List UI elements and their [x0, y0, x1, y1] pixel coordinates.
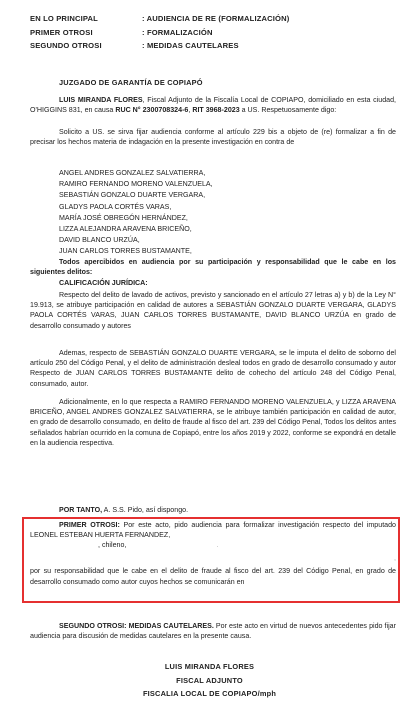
qualification-title: CALIFICACIÓN JURÍDICA:	[59, 279, 148, 287]
signature-office: FISCALIA LOCAL DE COPIAPO/mph	[142, 689, 277, 698]
primer-otrosi-label: PRIMER OTROSI:	[59, 521, 120, 529]
header-value: : MEDIDAS CAUTELARES	[142, 41, 239, 50]
defendant-item: JUAN CARLOS TORRES BUSTAMANTE,	[59, 247, 192, 256]
primer-otrosi-text: Por este acto, pido audiencia para formalizar investigación respecto del imputado LEONEL ESTEBAN HUERTA FERNANDEZ,	[30, 521, 396, 540]
request-paragraph	[30, 127, 396, 147]
defendant-item: SEBASTIÁN GONZALO DUARTE VERGARA,	[59, 191, 206, 200]
paragraph-soborno	[30, 348, 396, 389]
header-value: : AUDIENCIA DE RE (FORMALIZACIÓN)	[142, 14, 290, 23]
paragraph-fraude-text: Adicionalmente, en lo que respecta a RAMIRO FERNANDO MORENO VALENZUELA, y LIZZA ARAVENA BRICEÑO, ANGEL ANDRES GONZALEZ SALVATIERRA, se le atribuye también participación en calidad de autor, en grado de desarrollo consumado, en delito de fraude al fisco del art. 239 del Código Penal, Todos los delitos antes señalados habrían ocurrido en la comuna de Copiapó, entre los años 2019 y 2022, conforme se expondrá en detalle en la audiencia respectiva.	[30, 398, 396, 447]
por-tanto-label: POR TANTO,	[59, 506, 103, 514]
header-key: PRIMER OTROSI	[30, 28, 93, 37]
paragraph-soborno-text: Ademas, respecto de SEBASTIÁN GONZALO DUARTE VERGARA, se le imputa el delito de soborno del artículo 250 del Código Penal, y el delito de administración desleal todos en grado de desarrollo consumado y autor Respecto de JUAN CARLOS TORRES BUSTAMANTE delito de cohecho del artículo 248 del Código Penal, consumado, autor.	[30, 349, 396, 388]
header-key: SEGUNDO OTROSI	[30, 41, 102, 50]
defendant-item: RAMIRO FERNANDO MORENO VALENZUELA,	[59, 180, 213, 189]
segundo-otrosi-label: SEGUNDO OTROSI: MEDIDAS CAUTELARES.	[59, 622, 214, 630]
court-title: JUZGADO DE GARANTÍA DE COPIAPÓ	[59, 78, 203, 87]
redacted-line: , chileno, .	[98, 541, 219, 550]
segundo-otrosi-text: Por este acto en virtud de nuevos antecedentes pido fijar audiencia para discusión de medidas cautelares en la presente causa.	[30, 622, 396, 641]
intro-separator: ,	[188, 106, 193, 115]
redacted-line-blank: ,	[394, 554, 396, 563]
paragraph-lavado	[30, 290, 396, 331]
por-tanto-text: A. S.S. Pido, así dispongo.	[102, 506, 189, 514]
request-text: Solicito a US. se sirva fijar audiencia conforme al artículo 229 bis a objeto de (re) formalizar a fin de precisar los hechos materia de indagación en la presente investigación en contra de	[30, 128, 396, 147]
defendant-item: DAVID BLANCO URZÚA,	[59, 236, 140, 245]
primer-otrosi-nationality: , chileno,	[98, 541, 127, 550]
defendant-item: GLADYS PAOLA CORTÉS VARAS,	[59, 202, 172, 211]
intro-paragraph	[30, 95, 396, 115]
highlight-box	[22, 517, 400, 603]
signature-name: LUIS MIRANDA FLORES	[164, 662, 255, 671]
header-row-segundo-otrosi	[30, 41, 239, 50]
ruc-number: RUC N° 2300708324-6	[115, 106, 189, 115]
defendants-list	[59, 168, 213, 258]
rit-number: RIT 3968-2023	[192, 106, 240, 115]
intro-text-end: a US. Respetuosamente digo:	[239, 106, 337, 115]
defendant-item: LIZZA ALEJANDRA ARAVENA BRICEÑO,	[59, 225, 192, 234]
paragraph-lavado-text: Respecto del delito de lavado de activos, previsto y sancionado en el artículo 27 letras a) y b) de la Ley N° 19.913, se atribuye participación en calidad de autores a SEBASTIÁN GONZALO DUARTE VERGARA, GLADYS PAOLA CORTÉS VARAS, JUAN CARLOS TORRES BUSTAMANTE, DAVID BLANCO URZÚA en grado de desarrollo consumado y autores	[30, 291, 396, 330]
prosecutor-name: LUIS MIRANDA FLORES	[59, 96, 143, 104]
cited-text: Todos apercibidos en audiencia por su participación y responsabilidad que le cabe en los siguientes delitos:	[30, 258, 396, 277]
defendant-item: ANGEL ANDRES GONZALEZ SALVATIERRA,	[59, 169, 206, 177]
paragraph-fraude	[30, 397, 396, 448]
cited-paragraph	[30, 257, 396, 277]
intro-text: , Fiscal Adjunto de la Fiscalía Local de COPIAPO, domiciliado en esta ciudad, O'HIGGINS 831, en causa	[30, 96, 396, 115]
header-value: : FORMALIZACIÓN	[142, 28, 213, 37]
primer-otrosi-text-cont: por su responsabilidad que le cabe en el delito de fraude al fisco del art. 239 del Código Penal, en grado de desarrollo consumado como autor cuyos hechos se comunicarán en	[30, 567, 396, 586]
header-row-primer-otrosi	[30, 28, 213, 37]
defendant-item: MARÍA JOSÉ OBREGÓN HERNÁNDEZ,	[59, 213, 188, 222]
signature-title: FISCAL ADJUNTO	[176, 676, 243, 685]
header-row-principal	[30, 14, 289, 23]
header-key: EN LO PRINCIPAL	[30, 14, 98, 23]
por-tanto	[59, 505, 188, 515]
segundo-otrosi-paragraph	[30, 621, 396, 641]
